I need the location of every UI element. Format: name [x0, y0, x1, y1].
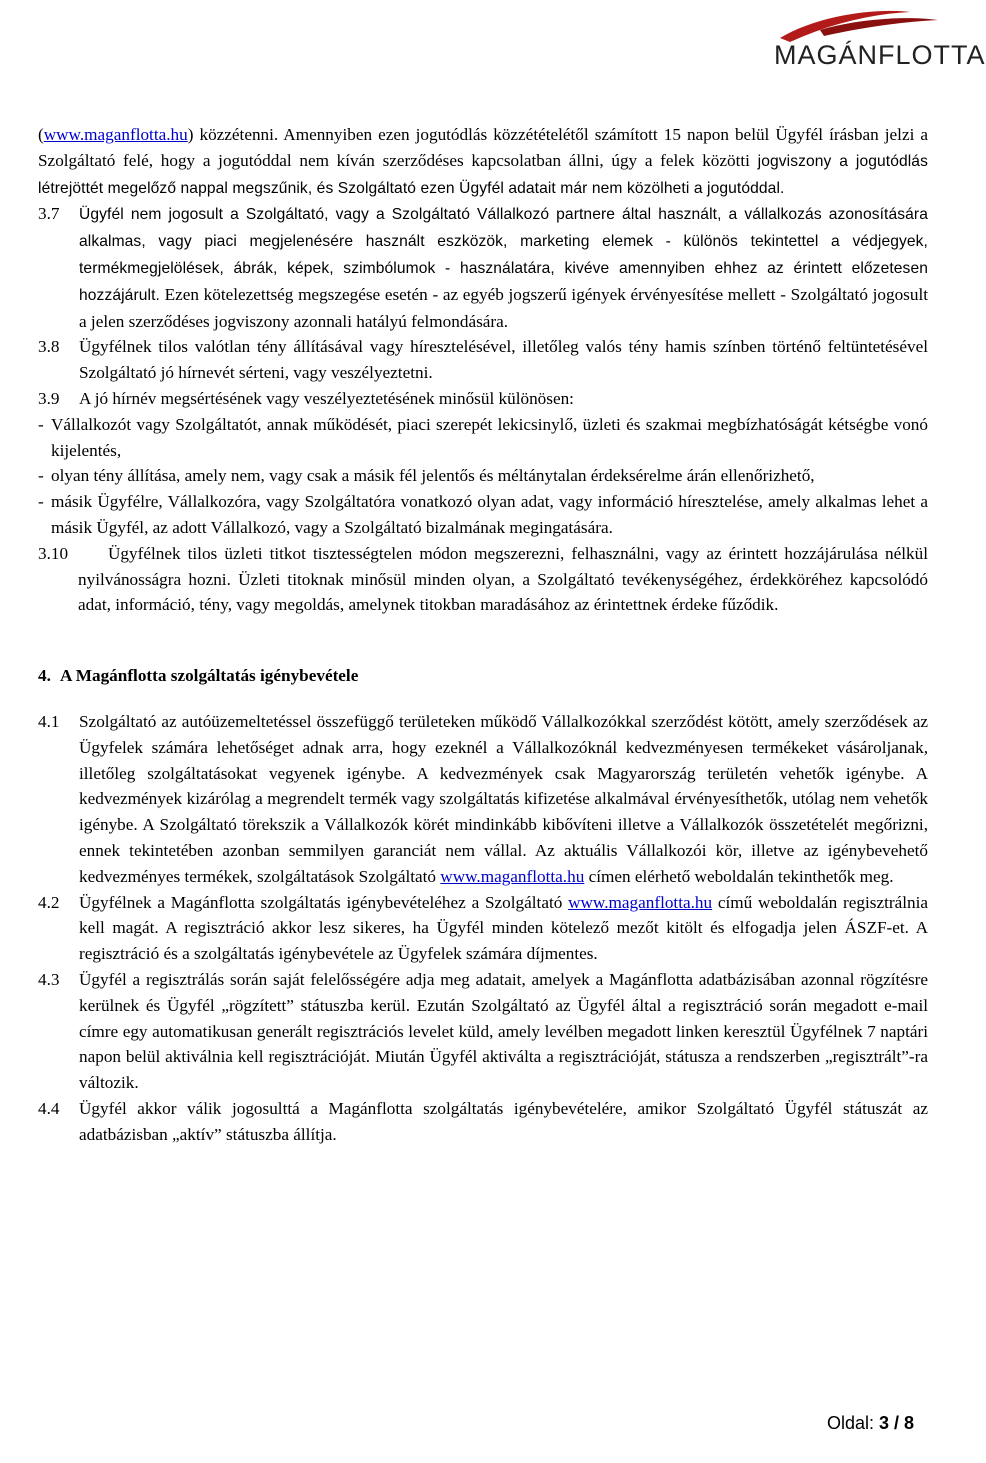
page-footer — [827, 1413, 914, 1434]
logo-text: MAGÁNFLOTTA — [774, 40, 986, 70]
section-3-9-list — [38, 412, 928, 541]
section-number: 3.7 — [38, 204, 60, 224]
list-item: - másik Ügyfélre, Vállalkozóra, vagy Szolgáltatóra vonatkozó olyan adat, vagy információ híresztelése, amely alkalmas lehet a másik Ügyfél, az adott Vállalkozó, vagy a Szolgáltató bizalmának megingatására. — [38, 492, 928, 537]
paragraph-continuation: (www.maganflotta.hu) közzétenni. Amennyiben ezen jogutódlás közzétételétől számított 15 napon belül Ügyfél írásban jelzi a Szolgáltató felé, hogy a jogutóddal nem kíván szerződéses kapcsolatban állni, úgy a felek közötti jogviszony a jogutódlás létrejöttét megelőző nappal megszűnik, és Szolgáltató ezen Ügyfél adatait már nem közölheti a jogutóddal. — [38, 125, 928, 197]
section-4-4: 4.4 Ügyfél akkor válik jogosulttá a Magánflotta szolgáltatás igénybevételére, amikor Szolgáltató Ügyfél státuszát az adatbázisban „aktív” státuszba állítja. — [38, 1096, 928, 1148]
section-number: 4.1 — [38, 711, 60, 731]
section-number: 3.9 — [38, 388, 60, 408]
section-title: A Magánflotta szolgáltatás igénybevétele — [60, 666, 359, 686]
section-3-7: 3.7 Ügyfél nem jogosult a Szolgáltató, vagy a Szolgáltató Vállalkozó partnere által használt, a vállalkozás azonosítására alkalmas, vagy piaci megjelenésére használt eszközök, marketing elemek - különös tekintettel a védjegyek, termékmegjelölések, ábrák, képek, szimbólumok - használatára, kivéve amennyiben ehhez az érintett előzetesen hozzájárult. Ezen kötelezettség megszegése esetén - az egyéb jogszerű igények érvényesítése mellett - Szolgáltató jogosult a jelen szerződéses jogviszony azonnali hatályú felmondására. — [38, 201, 928, 334]
section-4-1: 4.1 Szolgáltató az autóüzemeltetéssel összefüggő területeken működő Vállalkozókkal szerződést kötött, amely szerződések az Ügyfelek számára lehetőséget adnak arra, hogy ezeknél a Vállalkozóknál kedvezményesen termékeket vásároljanak, illetőleg szolgáltatásokat vegyenek igénybe. A kedvezmények csak Magyarország területén vehetők igénybe. A kedvezmények kizárólag a megrendelt termék vagy szolgáltatás kifizetése alkalmával érvényesíthetők, utólag nem vehetők igénybe. A Szolgáltató törekszik a Vállalkozók körét mindinkább kibővíteni illetve a Vállalkozók összetételét megőrizni, ennek tekintetében azonban semmilyen garanciát nem vállal. Az aktuális Vállalkozói kör, illetve az igénybevehető kedvezményes termékek, szolgáltatások Szolgáltató www.maganflotta.hu címen elérhető weboldalán tekinthetők meg. — [38, 709, 928, 890]
company-logo — [760, 6, 986, 92]
list-item: - Vállalkozót vagy Szolgáltatót, annak működését, piaci szerepét lekicsinylő, üzleti és szakmai megbízhatóságát kétségbe vonó kijelentés, — [38, 414, 928, 460]
page-label: Oldal: — [827, 1413, 880, 1433]
section-number: 4.2 — [38, 892, 60, 912]
section-number: 3.8 — [38, 337, 60, 357]
section-number: 3.10 — [38, 543, 69, 563]
section-3-9: 3.9 A jó hírnév megsértésének vagy veszélyeztetésének minősül különösen: — [38, 386, 928, 412]
section-4-heading: 4. A Magánflotta szolgáltatás igénybevétele — [38, 663, 928, 689]
website-link[interactable]: www.maganflotta.hu — [568, 892, 713, 912]
document-body — [38, 122, 928, 1147]
page-number: 3 / 8 — [879, 1413, 915, 1433]
section-4-3: 4.3 Ügyfél a regisztrálás során saját felelősségére adja meg adatait, amelyek a Magánflotta adatbázisában azonnal rögzítésre kerülnek és Ügyfél „rögzített” státuszba kerül. Ezután Szolgáltató az Ügyfél által a regisztráció során megadott e-mail címre egy automatikusan generált regisztrációs levelet küld, amely levélben megadott linken keresztül Ügyfélnek 7 naptári napon belül aktiválnia kell regisztrációját. Miután Ügyfél aktiválta a regisztrációját, státusza a rendszerben „regisztrált”-ra változik. — [38, 967, 928, 1096]
section-number: 4.3 — [38, 969, 60, 989]
website-link[interactable]: www.maganflotta.hu — [440, 866, 585, 886]
website-link[interactable]: www.maganflotta.hu — [43, 125, 188, 144]
section-3-8: 3.8 Ügyfélnek tilos valótlan tény állításával vagy híresztelésével, illetőleg valós tény hamis színben történő feltüntetésével Szolgáltató jó hírnevét sérteni, vagy veszélyeztetni. — [38, 334, 928, 386]
section-number: 4.4 — [38, 1098, 60, 1118]
list-item: - olyan tény állítása, amely nem, vagy csak a másik fél jelentős és méltánytalan érdeksérelme árán ellenőrizhető, — [38, 466, 815, 486]
section-4-2: 4.2 Ügyfélnek a Magánflotta szolgáltatás igénybevételéhez a Szolgáltató www.maganflotta.hu című weboldalán regisztrálnia kell magát. A regisztráció akkor lesz sikeres, ha Ügyfél minden kötelező mezőt kitölt és elfogadja jelen ÁSZF-et. A regisztráció és a szolgáltatás igénybevétele az Ügyfelek számára díjmentes. — [38, 890, 928, 967]
section-3-10: 3.10 Ügyfélnek tilos üzleti titkot tisztességtelen módon megszerezni, felhasználni, vagy az érintett hozzájárulása nélkül nyilvánosságra hozni. Üzleti titoknak minősül minden olyan, a Szolgáltató tevékenységéhez, érdekköréhez kapcsolódó adat, információ, tény, vagy megoldás, amelynek titokban maradásához az érintettnek érdeke fűződik. — [38, 541, 928, 618]
